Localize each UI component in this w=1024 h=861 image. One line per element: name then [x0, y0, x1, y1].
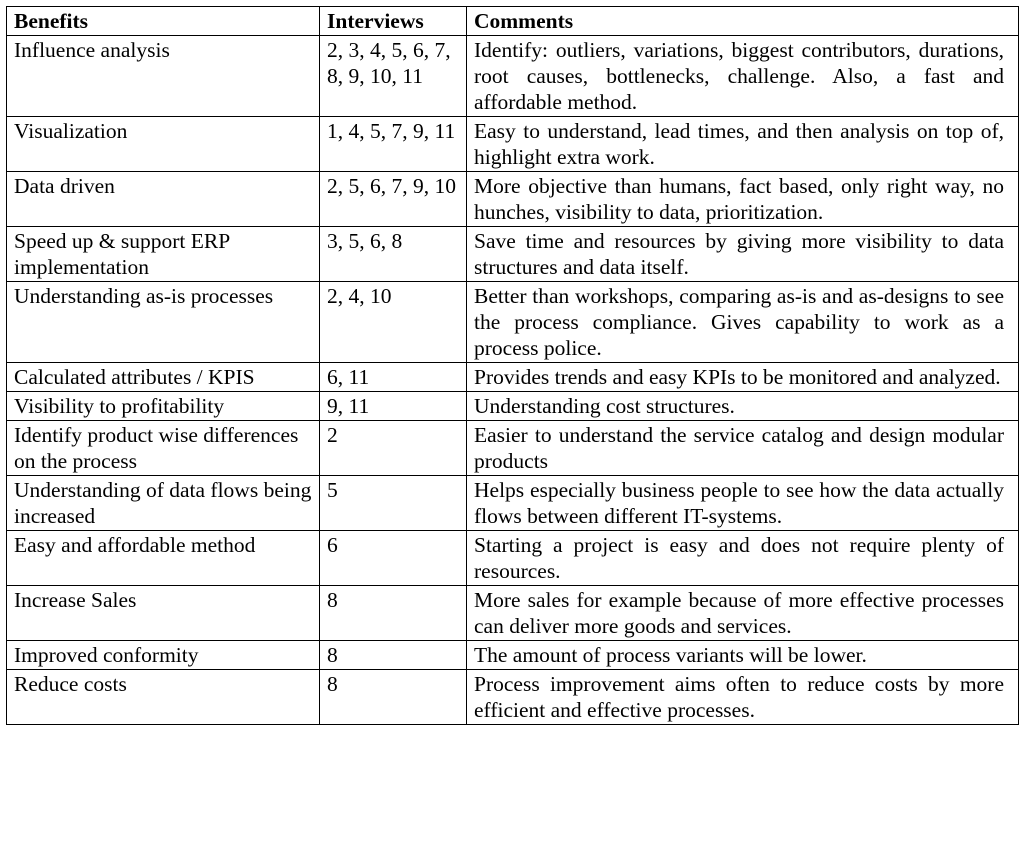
benefit-cell: Visibility to profitability	[7, 392, 320, 421]
table-row	[7, 392, 1019, 421]
interviews-cell: 2, 4, 10	[320, 282, 467, 363]
comment-cell: Easier to understand the service catalog and design modular products	[467, 421, 1019, 476]
interviews-cell: 1, 4, 5, 7, 9, 11	[320, 117, 467, 172]
header-row	[7, 7, 1019, 36]
benefit-cell: Identify product wise differences on the process	[7, 421, 320, 476]
comment-cell: Provides trends and easy KPIs to be monitored and analyzed.	[467, 363, 1019, 392]
table-row	[7, 227, 1019, 282]
interviews-cell: 2, 5, 6, 7, 9, 10	[320, 172, 467, 227]
interviews-cell: 3, 5, 6, 8	[320, 227, 467, 282]
comment-cell: Helps especially business people to see how the data actually flows between different IT-systems.	[467, 476, 1019, 531]
table-row	[7, 586, 1019, 641]
table-row	[7, 282, 1019, 363]
table-row	[7, 641, 1019, 670]
comment-cell: Starting a project is easy and does not require plenty of resources.	[467, 531, 1019, 586]
comment-cell: Identify: outliers, variations, biggest contributors, durations, root causes, bottlenecks, challenge. Also, a fast and affordable method.	[467, 36, 1019, 117]
table-row	[7, 670, 1019, 725]
benefit-cell: Influence analysis	[7, 36, 320, 117]
benefit-cell: Reduce costs	[7, 670, 320, 725]
benefits-table	[6, 6, 1019, 725]
benefit-cell: Understanding of data flows being increased	[7, 476, 320, 531]
comment-cell: More sales for example because of more effective processes can deliver more goods and services.	[467, 586, 1019, 641]
comment-cell: Better than workshops, comparing as-is and as-designs to see the process compliance. Gives capability to work as a process police.	[467, 282, 1019, 363]
benefit-cell: Visualization	[7, 117, 320, 172]
header-interviews: Interviews	[320, 7, 467, 36]
comment-cell: Save time and resources by giving more visibility to data structures and data itself.	[467, 227, 1019, 282]
table-row	[7, 172, 1019, 227]
benefit-cell: Easy and affordable method	[7, 531, 320, 586]
interviews-cell: 2	[320, 421, 467, 476]
comment-cell: Easy to understand, lead times, and then analysis on top of, highlight extra work.	[467, 117, 1019, 172]
interviews-cell: 2, 3, 4, 5, 6, 7, 8, 9, 10, 11	[320, 36, 467, 117]
table-row	[7, 363, 1019, 392]
header-benefits: Benefits	[7, 7, 320, 36]
interviews-cell: 6	[320, 531, 467, 586]
interviews-cell: 9, 11	[320, 392, 467, 421]
interviews-cell: 8	[320, 641, 467, 670]
benefit-cell: Understanding as-is processes	[7, 282, 320, 363]
interviews-cell: 6, 11	[320, 363, 467, 392]
benefit-cell: Improved conformity	[7, 641, 320, 670]
comment-cell: Understanding cost structures.	[467, 392, 1019, 421]
table-row	[7, 476, 1019, 531]
benefit-cell: Data driven	[7, 172, 320, 227]
benefit-cell: Speed up & support ERP implementation	[7, 227, 320, 282]
interviews-cell: 5	[320, 476, 467, 531]
interviews-cell: 8	[320, 586, 467, 641]
table-row	[7, 531, 1019, 586]
benefit-cell: Calculated attributes / KPIS	[7, 363, 320, 392]
interviews-cell: 8	[320, 670, 467, 725]
header-comments: Comments	[467, 7, 1019, 36]
comment-cell: More objective than humans, fact based, only right way, no hunches, visibility to data, prioritization.	[467, 172, 1019, 227]
comment-cell: Process improvement aims often to reduce costs by more efficient and effective processes.	[467, 670, 1019, 725]
table-row	[7, 36, 1019, 117]
benefit-cell: Increase Sales	[7, 586, 320, 641]
table-row	[7, 117, 1019, 172]
comment-cell: The amount of process variants will be lower.	[467, 641, 1019, 670]
table-row	[7, 421, 1019, 476]
